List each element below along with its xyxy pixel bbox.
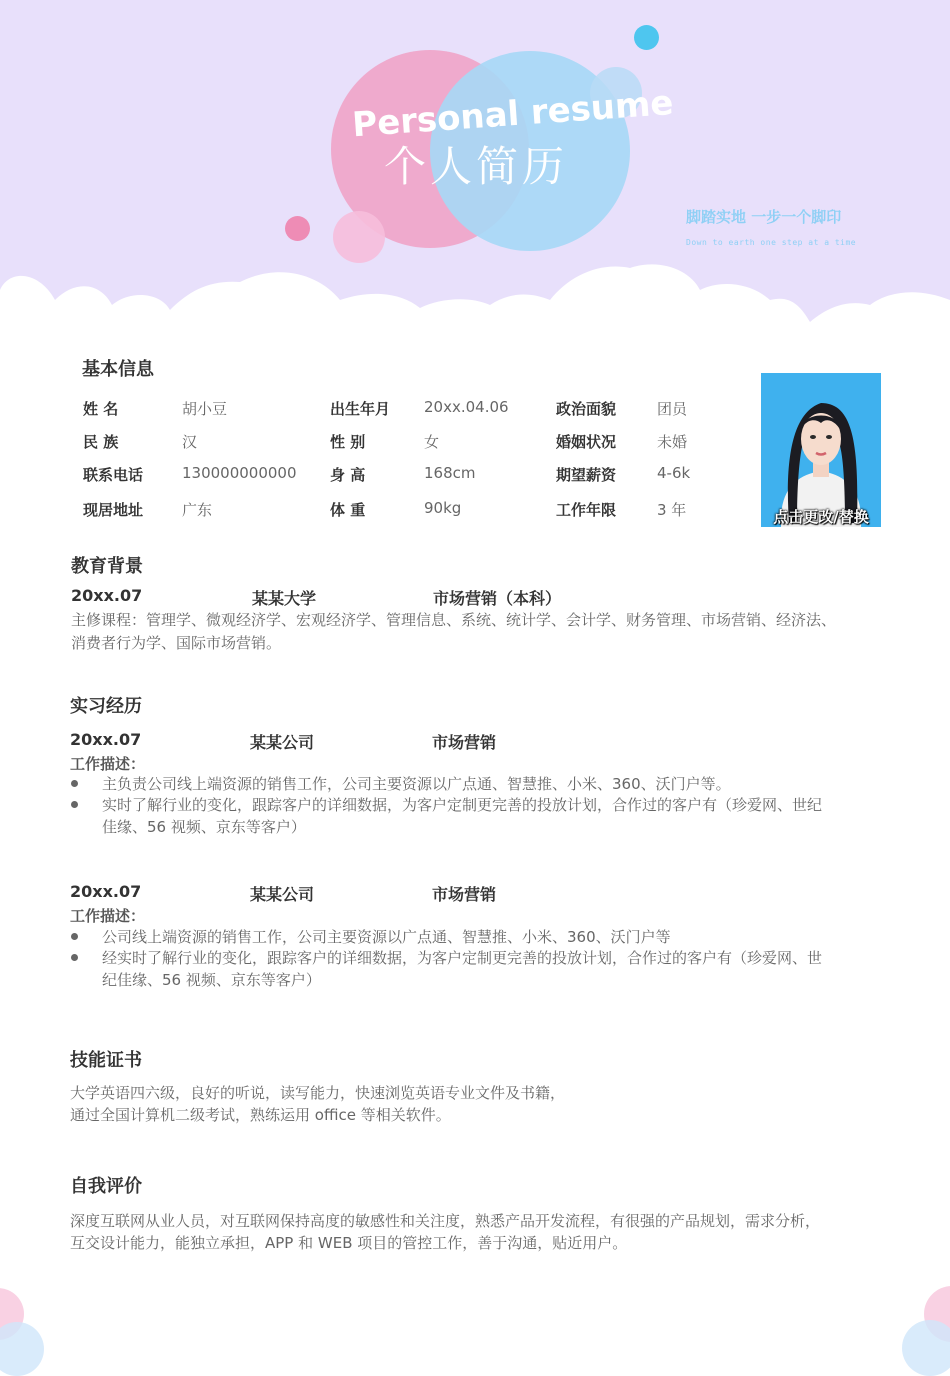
label-experience: 工作年限: [556, 501, 617, 519]
education-date: 20xx.07: [71, 586, 143, 605]
section-title-education: 教育背景: [71, 556, 143, 577]
label-gender: 性 别: [330, 433, 366, 451]
job2-date: 20xx.07: [70, 882, 142, 901]
education-courses-line1: 主修课程：管理学、微观经济学、宏观经济学、管理信息、系统、统计学、会计学、财务管理、市场营销、经济法、: [71, 611, 837, 629]
job2-bullet2-line1: 经实时了解行业的变化，跟踪客户的详细数据，为客户定制更完善的投放计划，合作过的客户有（珍爱网、世: [102, 949, 823, 967]
photo-replace-caption[interactable]: 点击更改/替换: [773, 508, 869, 526]
job1-position: 市场营销: [432, 733, 497, 752]
label-marital: 婚姻状况: [556, 433, 617, 451]
section-title-skills: 技能证书: [70, 1050, 142, 1071]
corner-blue-right: [902, 1320, 950, 1376]
label-salary: 期望薪资: [556, 466, 617, 484]
section-title-self-eval: 自我评价: [70, 1176, 142, 1197]
section-title-internship: 实习经历: [70, 696, 142, 717]
skills-line1: 大学英语四六级，良好的听说，读写能力，快速浏览英语专业文件及书籍，: [70, 1084, 566, 1102]
self-eval-line2: 互交设计能力，能独立承担，APP 和 WEB 项目的管控工作，善于沟通，贴近用户。: [70, 1234, 628, 1252]
job2-position: 市场营销: [432, 885, 497, 904]
label-address: 现居地址: [83, 501, 144, 519]
value-name: 胡小豆: [182, 400, 228, 418]
label-ethnicity: 民 族: [83, 433, 119, 451]
job2-company: 某某公司: [250, 885, 315, 904]
job2-bullet2-line2: 纪佳缘、56 视频、京东等客户）: [102, 971, 321, 989]
label-political: 政治面貌: [556, 400, 617, 418]
job1-bullet2-line1: 实时了解行业的变化，跟踪客户的详细数据，为客户定制更完善的投放计划，合作过的客户有（珍爱网、世纪: [102, 796, 823, 814]
value-gender: 女: [424, 433, 440, 451]
section-title-basic: 基本信息: [82, 359, 154, 380]
title-english: Personal resume: [350, 83, 675, 146]
value-weight: 90kg: [424, 499, 462, 517]
portrait-image: [761, 373, 881, 527]
skills-line2: 通过全国计算机二级考试，熟练运用 office 等相关软件。: [70, 1106, 451, 1124]
header-banner: [0, 0, 950, 330]
blue-dot: [634, 25, 659, 50]
bullet-dot: [71, 801, 78, 808]
label-height: 身 高: [330, 466, 366, 484]
label-phone: 联系电话: [83, 466, 144, 484]
job1-date: 20xx.07: [70, 730, 142, 749]
education-school: 某某大学: [252, 589, 317, 608]
motto-chinese: 脚踏实地 一步一个脚印: [686, 208, 842, 226]
value-birth: 20xx.04.06: [424, 398, 509, 416]
value-political: 团员: [657, 400, 688, 418]
motto-english: Down to earth one step at a time: [686, 238, 857, 247]
pink-dot: [285, 216, 310, 241]
education-courses-line2: 消费者行为学、国际市场营销。: [71, 634, 282, 652]
self-eval-line1: 深度互联网从业人员，对互联网保持高度的敏感性和关注度，熟悉产品开发流程，有很强的产品规划，需求分析，: [70, 1212, 821, 1230]
bullet-dot: [71, 780, 78, 787]
job2-bullet1: 公司线上端资源的销售工作，公司主要资源以广点通、智慧推、小米、360、沃门户等: [102, 928, 671, 946]
label-name: 姓 名: [83, 400, 119, 418]
job1-desc-label: 工作描述：: [70, 755, 146, 773]
value-height: 168cm: [424, 464, 476, 482]
value-marital: 未婚: [657, 433, 688, 451]
education-major: 市场营销（本科）: [433, 589, 562, 608]
value-salary: 4-6k: [657, 464, 691, 482]
bullet-dot: [71, 954, 78, 961]
value-address: 广东: [182, 501, 213, 519]
bullet-dot: [71, 933, 78, 940]
value-phone: 130000000000: [182, 464, 297, 482]
label-birth: 出生年月: [330, 400, 391, 418]
job1-bullet2-line2: 佳缘、56 视频、京东等客户）: [102, 818, 306, 836]
value-ethnicity: 汉: [182, 433, 198, 451]
profile-photo[interactable]: [761, 373, 881, 527]
job1-company: 某某公司: [250, 733, 315, 752]
value-experience: 3 年: [657, 501, 687, 519]
job2-desc-label: 工作描述：: [70, 907, 146, 925]
job1-bullet1: 主负责公司线上端资源的销售工作，公司主要资源以广点通、智慧推、小米、360、沃门户等。: [102, 775, 731, 793]
pink-circle-medium: [333, 211, 385, 263]
corner-blue-left: [0, 1322, 44, 1376]
label-weight: 体 重: [330, 501, 366, 519]
title-chinese: 个人简历: [384, 142, 569, 191]
